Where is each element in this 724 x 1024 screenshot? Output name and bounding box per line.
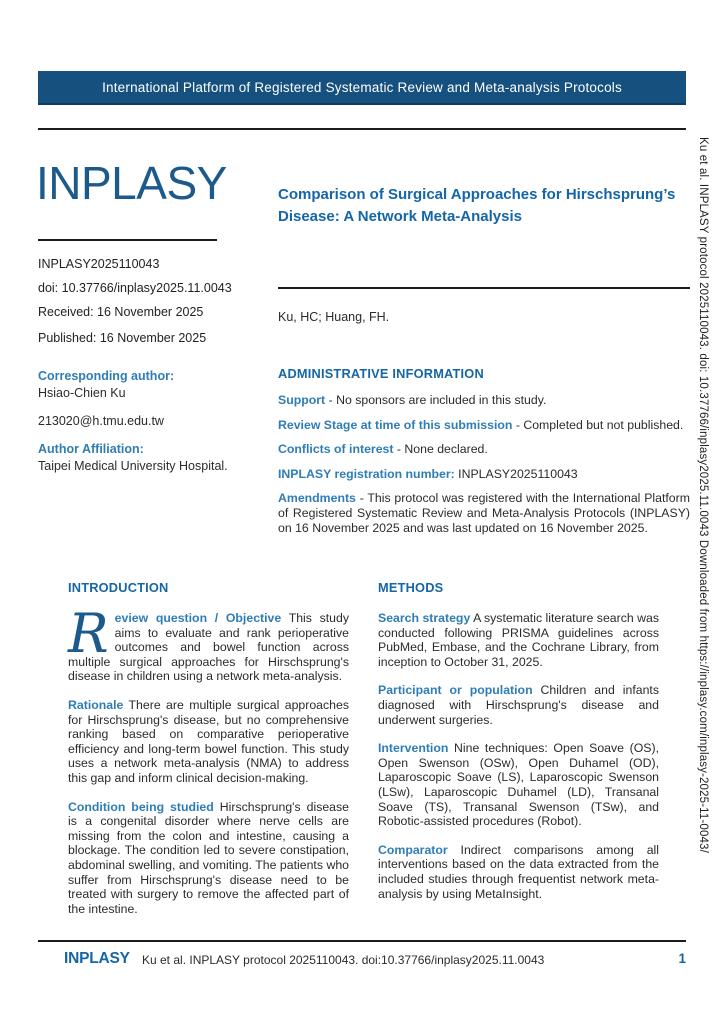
rationale-text: There are multiple surgical approaches for Hirschsprung's disease, but no comprehensive ranking based on comparative perioperative efficiency and long-term bowel function. This study uses a network meta-analysis (NMA) to address this gap and inform clinical decision-making. (68, 697, 349, 785)
author-affiliation: Taipei Medical University Hospital. (38, 459, 228, 473)
admin-item-registration-number (278, 467, 690, 482)
admin-item-amendments (278, 491, 690, 535)
author-affiliation-label: Author Affiliation: (38, 442, 144, 456)
search-strategy-label: Search strategy (378, 611, 471, 625)
methods-section (378, 580, 659, 915)
contact-block (38, 368, 268, 475)
corresponding-author-name: Hsiao-Chien Ku (38, 386, 126, 400)
logo-divider (38, 239, 217, 241)
participant-paragraph (378, 683, 659, 727)
admin-item-amendments-text: - This protocol was registered with the International Platform of Registered Systematic Review and Meta-Analysis Protocols (INPLASY) on 16 November 2025 and was last updated on 16 November 2025. (278, 491, 690, 535)
title-divider (278, 287, 690, 289)
admin-item-conflicts-text: - None declared. (396, 442, 488, 457)
introduction-section (68, 580, 349, 930)
registration-block (38, 252, 232, 350)
admin-item-review-stage-text: - Completed but not published. (515, 417, 684, 432)
page-number: 1 (678, 951, 686, 966)
footer-brand: INPLASY (64, 950, 130, 967)
comparator-paragraph (378, 843, 659, 901)
participant-text: Children and infants diagnosed with Hirschsprung's disease and underwent surgeries. (378, 683, 659, 727)
admin-item-support (278, 393, 690, 408)
received-date: Received: 16 November 2025 (38, 305, 204, 319)
inplasy-logo: INPLASY (36, 157, 227, 209)
admin-item-conflicts-label: Conflicts of interest (278, 442, 394, 457)
registration-id: INPLASY2025110043 (38, 257, 160, 271)
condition-label: Condition being studied (68, 799, 214, 814)
admin-item-support-label: Support (278, 393, 326, 407)
corresponding-author-email: 213020@h.tmu.edu.tw (38, 414, 164, 428)
review-question-paragraph (68, 602, 349, 684)
admin-item-registration-number-text: INPLASY2025110043 (458, 466, 578, 481)
admin-item-registration-number-label: INPLASY registration number: (278, 466, 455, 481)
admin-item-support-text: - No sponsors are included in this study. (328, 393, 547, 407)
article-authors: Ku, HC; Huang, FH. (278, 310, 390, 324)
footer-citation: Ku et al. INPLASY protocol 2025110043. doi:10.37766/inplasy2025.11.0043 (142, 953, 545, 967)
intervention-text: Nine techniques: Open Soave (OS), Open Swenson (OSw), Open Duhamel (OD), Laparoscopic Soave (LS), Laparoscopic Swenson (LSw), Laparoscopic Duhamel (LD), Transanal Soave (TS), Transanal Swenson (TSw), and Robotic-assisted procedures (Robot). (378, 741, 659, 829)
admin-item-amendments-label: Amendments (278, 491, 356, 506)
comparator-text: Indirect comparisons among all interventions based on the data extracted from the included studies through frequentist network meta-analysis by using MetaInsight. (378, 842, 659, 901)
doi-line: doi: 10.37766/inplasy2025.11.0043 (38, 281, 232, 295)
search-strategy-paragraph (378, 611, 659, 669)
intervention-paragraph (378, 741, 659, 829)
platform-banner-text: International Platform of Registered Systematic Review and Meta-analysis Protocols (102, 79, 622, 95)
admin-item-conflicts (278, 442, 690, 457)
introduction-heading: INTRODUCTION (68, 580, 169, 595)
comparator-label: Comparator (378, 842, 448, 857)
intervention-label: Intervention (378, 741, 449, 756)
admin-item-review-stage-label: Review Stage at time of this submission (278, 417, 513, 432)
review-question-text: This study aims to evaluate and rank perioperative outcomes and bowel function across multiple surgical approaches for Hirschsprung's disease in children using a network meta-analysis. (68, 611, 349, 684)
rationale-paragraph (68, 698, 349, 786)
platform-banner (38, 71, 686, 105)
administrative-information-section (278, 366, 690, 545)
condition-text: Hirschsprung's disease is a congenital disorder where nerve cells are missing from the colon and intestine, causing a blockage. The condition led to severe constipation, abdominal swelling, and vomiting. The patients who suffer from Hirschsprung's disease need to be treated with surgery to remove the affected part of the intestine. (68, 799, 350, 916)
participant-label: Participant or population (378, 683, 533, 698)
condition-paragraph (68, 800, 349, 917)
search-strategy-text: A systematic literature search was conducted following PRISMA guidelines across PubMed, Embase, and the Cochrane Library, from inception to October 31, 2025. (378, 611, 660, 669)
article-title: Comparison of Surgical Approaches for Hirschsprung’s Disease: A Network Meta-Analysis (278, 186, 676, 225)
rationale-label: Rationale (68, 697, 124, 712)
corresponding-author-label: Corresponding author: (38, 369, 175, 383)
drop-cap: R (68, 602, 109, 665)
admin-item-review-stage (278, 418, 690, 433)
published-date: Published: 16 November 2025 (38, 331, 207, 345)
administrative-information-heading: ADMINISTRATIVE INFORMATION (278, 366, 484, 381)
vertical-download-watermark: Ku et al. INPLASY protocol 2025110043. doi: 10.37766/inplasy2025.11.0043 Downloaded from https://inplasy.com/inplasy-2025-11-0043/ (697, 137, 709, 853)
methods-heading: METHODS (378, 580, 444, 595)
top-divider (38, 128, 686, 130)
footer-divider (38, 940, 686, 942)
review-question-label: eview question / Objective (114, 611, 282, 625)
